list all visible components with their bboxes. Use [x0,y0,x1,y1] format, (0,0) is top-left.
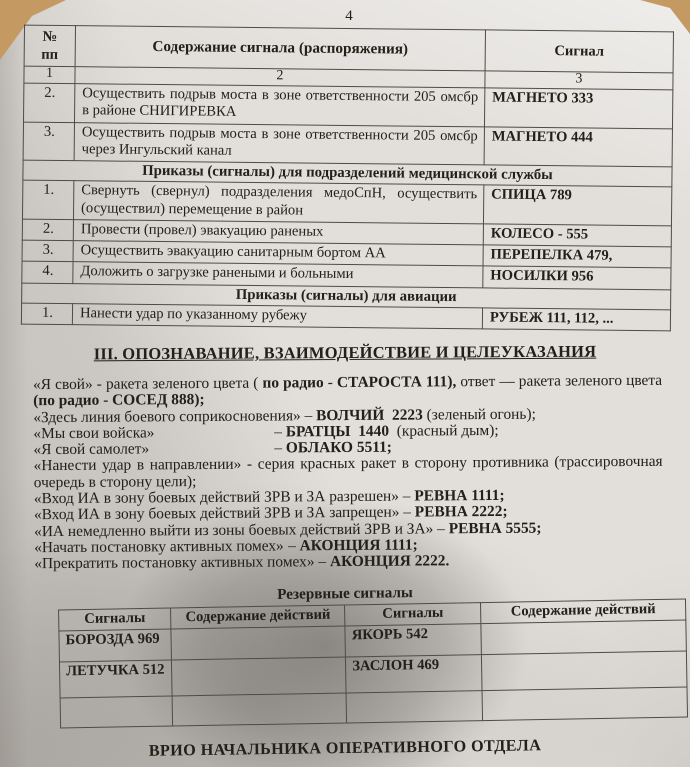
signal-line: «Я свой» - ракета зеленого цвета ( по радио - СТАРОСТА 111), ответ — ракета зеленого цвета (по радио - СОСЕД 888); [33,372,663,410]
signal-line: «Нанести удар в направлении» - серия красных ракет в сторону противника (трассировочная очередь в сторону цели); [33,453,663,492]
table-cell [172,693,346,726]
signal-line: «Вход ИА в зону боевых действий ЗРВ и ЗА разрешен» – РЕВНА 1111; [33,487,505,508]
table-cell: 2. [22,219,73,241]
section-header-medical: Приказы (сигналы) для подразделений медицинской службы [23,160,672,187]
signal-line: «Мы свои войска» – БРАТЦЫ 1440 (красный дым); [33,422,499,443]
signal-line: «Прекратить постановку активных помех» – АКОНЦИЯ 2222. [34,552,450,573]
signal-line: «Начать постановку активных помех» – АКОНЦИЯ 1111; [34,536,418,557]
signal-line: «Я свой самолет» – ОБЛАКО 5511; [33,439,392,459]
table-cell [172,657,347,696]
table-cell: ЗАСЛОН 469 [346,654,483,692]
table-cell [482,651,687,691]
table-cell: ПЕРЕПЕЛКА 479, [483,245,671,268]
reserve-signals-table [58,598,688,728]
table-cell: 1. [22,181,73,220]
header-cell-signal: Сигнал [485,30,674,73]
table-row [24,83,673,128]
signal-line: «Вход ИА в зону боевых действий ЗРВ и ЗА запрещен» – РЕВНА 2222; [33,503,508,524]
table-row [23,122,672,167]
section3-heading: III. ОПОЗНАВАНИЕ, ВЗАИМОДЕЙСТВИЕ И ЦЕЛЕУКАЗАНИЯ [93,341,597,364]
table-cell: 3. [23,122,74,161]
header-cell-num [24,25,75,67]
header-cell: Сигналы [345,602,481,625]
signals-table [21,25,674,332]
table-cell [346,690,482,722]
table-cell: КОЛЕСО - 555 [483,224,671,247]
table-cell: РУБЕЖ 111, 112, ... [482,308,670,331]
table-cell: Доложить о загрузке ранеными и больными [73,262,483,288]
table-cell: Нанести удар по указанному рубежу [72,304,482,330]
table-cell: Осуществить эвакуацию санитарным бортом АА [73,241,483,267]
table-cell: 2. [24,83,75,122]
table-cell: ЯКОРЬ 542 [345,623,482,656]
table-cell: ЛЕТУЧКА 512 [59,660,172,698]
header-cell: Содержание действий [481,599,686,624]
table-row [22,181,671,226]
signal-line: «ИА немедленно выйти из зоны боевых действий ЗРВ и ЗА» – РЕВНА 5555; [34,519,542,541]
table-cell: 3. [22,240,73,262]
table-cell: НОСИЛКИ 956 [483,266,671,289]
header-num-line1: № [42,28,58,45]
table-cell: 3 [485,71,673,90]
table-cell: МАГНЕТО 333 [484,88,672,128]
header-cell: Содержание действий [171,605,345,629]
table-cell: СПИЦА 789 [483,185,671,225]
table-cell: Осуществить подрыв моста в зоне ответственности 205 омсбр в районе СНИГИРЕВКА [74,84,484,127]
table-cell: 1. [21,303,72,325]
table-cell: 2 [75,67,485,88]
section3-text-block [33,373,663,573]
table-cell [171,626,345,660]
table-cell: Осуществить подрыв моста в зоне ответственности 205 омсбр через Ингульский канал [74,122,484,165]
table-cell: Свернуть (свернул) подразделения медоСпН, осуществить (осуществил) перемещение в район [73,181,483,224]
header-num-line2: пп [41,47,59,64]
table-cell: БОРОЗДА 969 [59,629,172,662]
header-cell-content: Содержание сигнала (распоряжения) [75,26,485,72]
table-cell [481,620,686,655]
table-cell [482,687,687,721]
signature-title: ВРИО НАЧАЛЬНИКА ОПЕРАТИВНОГО ОТДЕЛА [148,736,542,760]
signals-table-header-row [24,25,673,73]
table-cell: 4. [22,261,73,283]
table-cell: Провести (провел) эвакуацию раненых [73,220,483,246]
header-cell: Сигналы [59,608,172,631]
table-cell: МАГНЕТО 444 [484,127,672,167]
section-header-aviation: Приказы (сигналы) для авиации [22,283,671,310]
table-cell: 1 [24,67,75,84]
page-number: 4 [345,8,353,24]
reserve-signals-title: Резервные сигналы [277,583,413,603]
table-cell [60,696,173,728]
signal-line: «Здесь линия боевого соприкосновения» – ВОЛЧИЙ 2223 (зеленый огонь); [33,405,536,427]
